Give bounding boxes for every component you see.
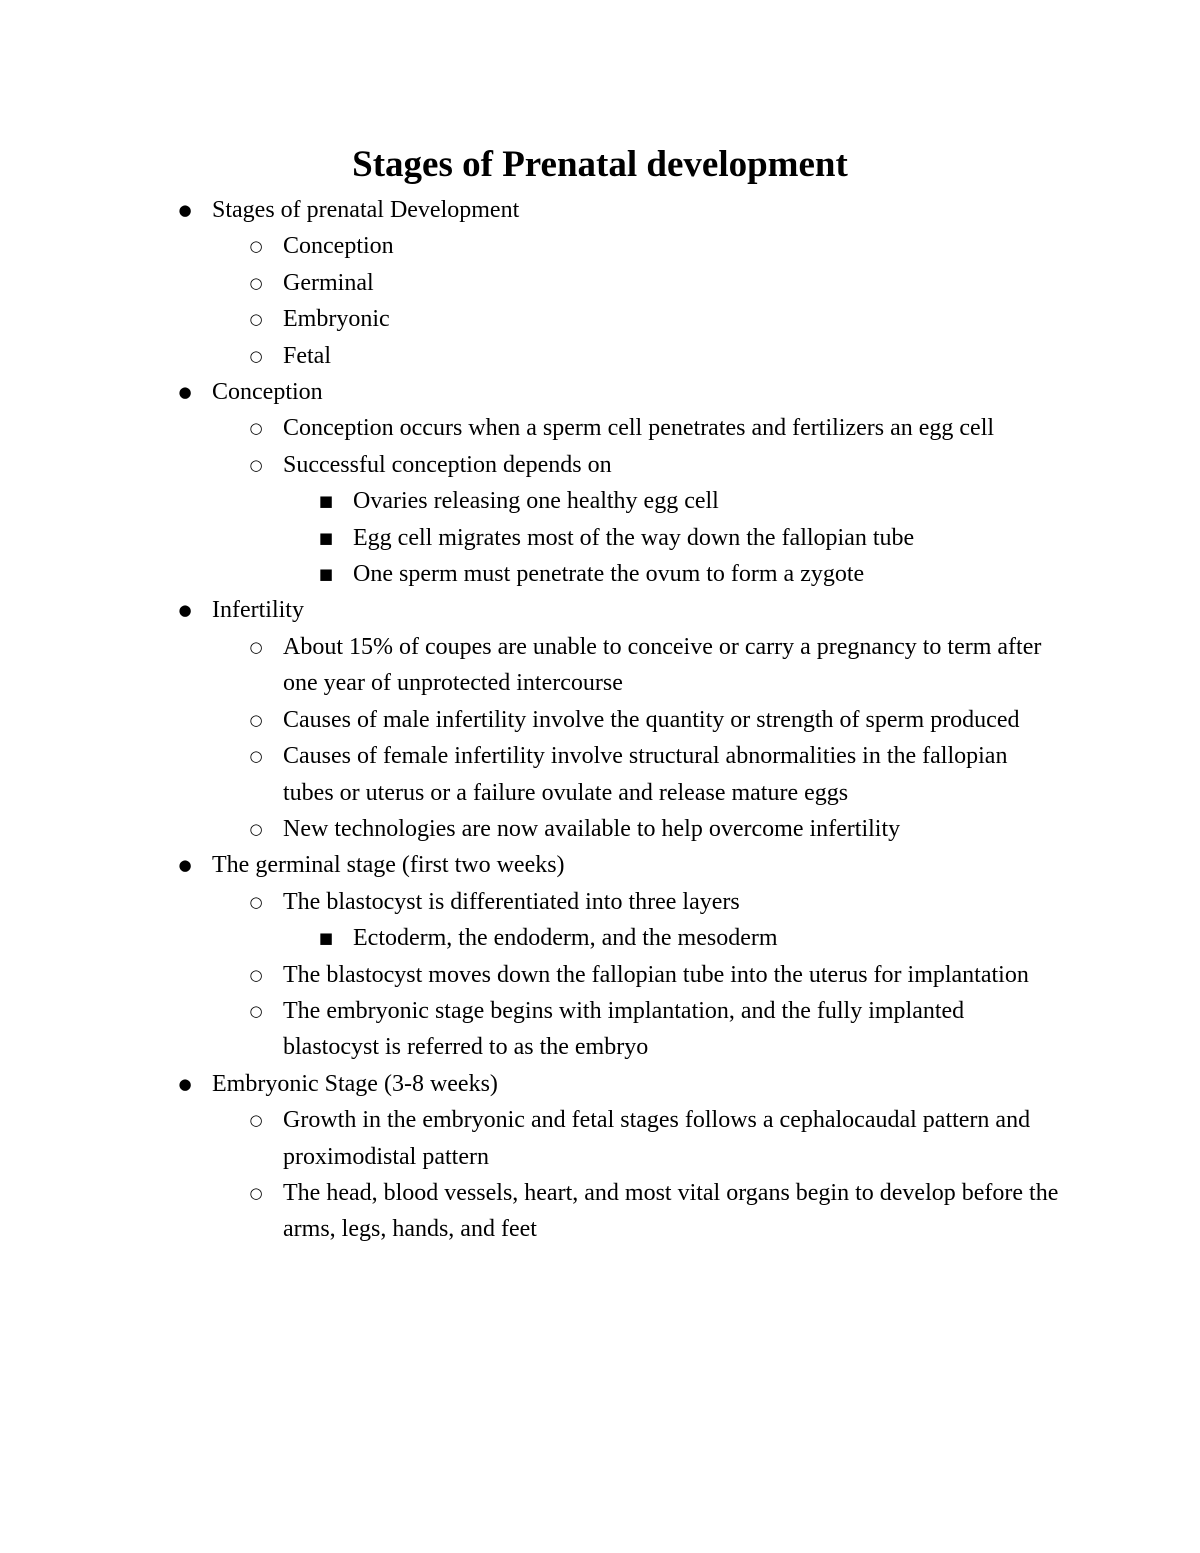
outline-item-text: Conception xyxy=(283,233,394,260)
outline-item-level-2 xyxy=(0,738,1063,811)
sublist-container xyxy=(0,920,1200,956)
outline-item-text: Ovaries releasing one healthy egg cell xyxy=(353,488,719,515)
outline-item-text: Fetal xyxy=(283,342,331,369)
outline-item-text: Conception xyxy=(212,379,323,406)
outline-item-level-2 xyxy=(0,1102,1063,1175)
outline-item-text: The blastocyst moves down the fallopian tube into the uterus for implantation xyxy=(283,961,1029,988)
outline-item-level-1 xyxy=(0,374,1200,410)
outline-item-level-2 xyxy=(0,301,1063,337)
sublist-container xyxy=(0,884,1200,1066)
outline-list xyxy=(0,192,1200,1248)
outline-item-level-3 xyxy=(0,483,1200,519)
bullet-icon: ● xyxy=(178,201,192,219)
outline-item-text: The head, blood vessels, heart, and most vital organs begin to develop before the arms, legs, hands, and feet xyxy=(283,1179,1059,1243)
outline-item-level-1 xyxy=(0,1066,1200,1102)
bullet-icon: ● xyxy=(178,1074,192,1093)
sublist xyxy=(0,920,1200,956)
outline-item-text: One sperm must penetrate the ovum to form a zygote xyxy=(353,561,865,588)
bullet-icon: ○ xyxy=(249,273,263,292)
outline-item-level-1 xyxy=(0,192,1200,228)
outline-item-text: The germinal stage (first two weeks) xyxy=(212,852,565,879)
sublist xyxy=(0,1102,1200,1248)
outline-item-text: Infertility xyxy=(212,597,304,624)
bullet-icon: ○ xyxy=(249,419,263,438)
outline-item-text: Embryonic xyxy=(283,306,390,333)
sublist-container xyxy=(0,410,1200,592)
outline-item-level-2 xyxy=(0,884,1063,920)
bullet-icon: ○ xyxy=(249,892,263,911)
outline-item-level-3 xyxy=(0,920,1200,956)
bullet-icon: ■ xyxy=(318,929,334,948)
bullet-icon: ○ xyxy=(249,710,263,729)
outline-item-text: Growth in the embryonic and fetal stages follows a cephalocaudal pattern and proximodistal pattern xyxy=(283,1107,1031,1170)
sublist xyxy=(0,483,1200,592)
sublist-container xyxy=(0,483,1200,592)
outline-item-text: The blastocyst is differentiated into three layers xyxy=(283,888,740,915)
outline-item-level-2 xyxy=(0,338,1063,374)
outline-item-text: Causes of male infertility involve the quantity or strength of sperm produced xyxy=(283,706,1020,733)
sublist xyxy=(0,410,1200,592)
outline-item-level-3 xyxy=(0,520,1200,556)
sublist xyxy=(0,884,1200,1066)
outline-item-level-3 xyxy=(0,556,1200,592)
outline-item-level-2 xyxy=(0,447,1063,483)
bullet-icon: ● xyxy=(178,383,192,402)
bullet-icon: ○ xyxy=(249,747,263,766)
document-title: Stages of Prenatal development xyxy=(352,144,848,185)
bullet-icon: ■ xyxy=(318,492,334,511)
bullet-icon: ○ xyxy=(249,237,263,256)
bullet-icon: ○ xyxy=(249,1001,263,1020)
outline-item-level-2 xyxy=(0,993,1063,1066)
bullet-icon: ○ xyxy=(249,1183,263,1202)
bullet-icon: ○ xyxy=(249,346,263,365)
outline-item-level-1 xyxy=(0,592,1200,628)
outline-item-level-2 xyxy=(0,811,1063,847)
outline-item-text: Causes of female infertility involve structural abnormalities in the fallopian tubes or uterus or a failure ovulate and release mature eggs xyxy=(283,743,1008,806)
outline-item-text: Embryonic Stage (3-8 weeks) xyxy=(212,1070,498,1097)
outline-item-level-2 xyxy=(0,957,1063,993)
bullet-icon: ● xyxy=(178,856,192,875)
outline-item-level-2 xyxy=(0,265,1063,301)
outline-item-text: The embryonic stage begins with implantation, and the fully implanted blastocyst is referred to as the embryo xyxy=(283,997,965,1061)
sublist xyxy=(0,228,1200,374)
outline-item-level-2 xyxy=(0,410,1063,446)
outline-item-text: Successful conception depends on xyxy=(283,451,612,478)
outline-item-text: About 15% of coupes are unable to conceive or carry a pregnancy to term after one year of unprotected intercourse xyxy=(283,633,1042,697)
outline-item-text: Ectoderm, the endoderm, and the mesoderm xyxy=(353,925,778,952)
bullet-icon: ○ xyxy=(249,637,263,656)
sublist-container xyxy=(0,629,1200,847)
outline-item-level-2 xyxy=(0,629,1063,702)
outline-item-text: Germinal xyxy=(283,269,374,296)
outline-item-text: New technologies are now available to help overcome infertility xyxy=(283,815,901,842)
bullet-icon: ○ xyxy=(249,819,263,838)
outline-item-level-2 xyxy=(0,228,1063,264)
bullet-icon: ● xyxy=(178,601,192,620)
bullet-icon: ○ xyxy=(249,455,263,474)
outline-item-text: Egg cell migrates most of the way down the fallopian tube xyxy=(353,524,915,551)
outline-item-level-2 xyxy=(0,702,1063,738)
bullet-icon: ■ xyxy=(318,528,334,547)
outline-item-text: Conception occurs when a sperm cell penetrates and fertilizers an egg cell xyxy=(283,415,995,442)
outline-item-level-2 xyxy=(0,1175,1063,1248)
outline-item-level-1 xyxy=(0,847,1200,883)
sublist xyxy=(0,629,1200,847)
outline-item-text: Stages of prenatal Development xyxy=(212,197,520,223)
bullet-icon: ■ xyxy=(318,565,334,584)
bullet-icon: ○ xyxy=(249,310,263,329)
bullet-icon: ○ xyxy=(249,965,263,984)
sublist-container xyxy=(0,1102,1200,1248)
sublist-container xyxy=(0,228,1200,374)
bullet-icon: ○ xyxy=(249,1111,263,1130)
